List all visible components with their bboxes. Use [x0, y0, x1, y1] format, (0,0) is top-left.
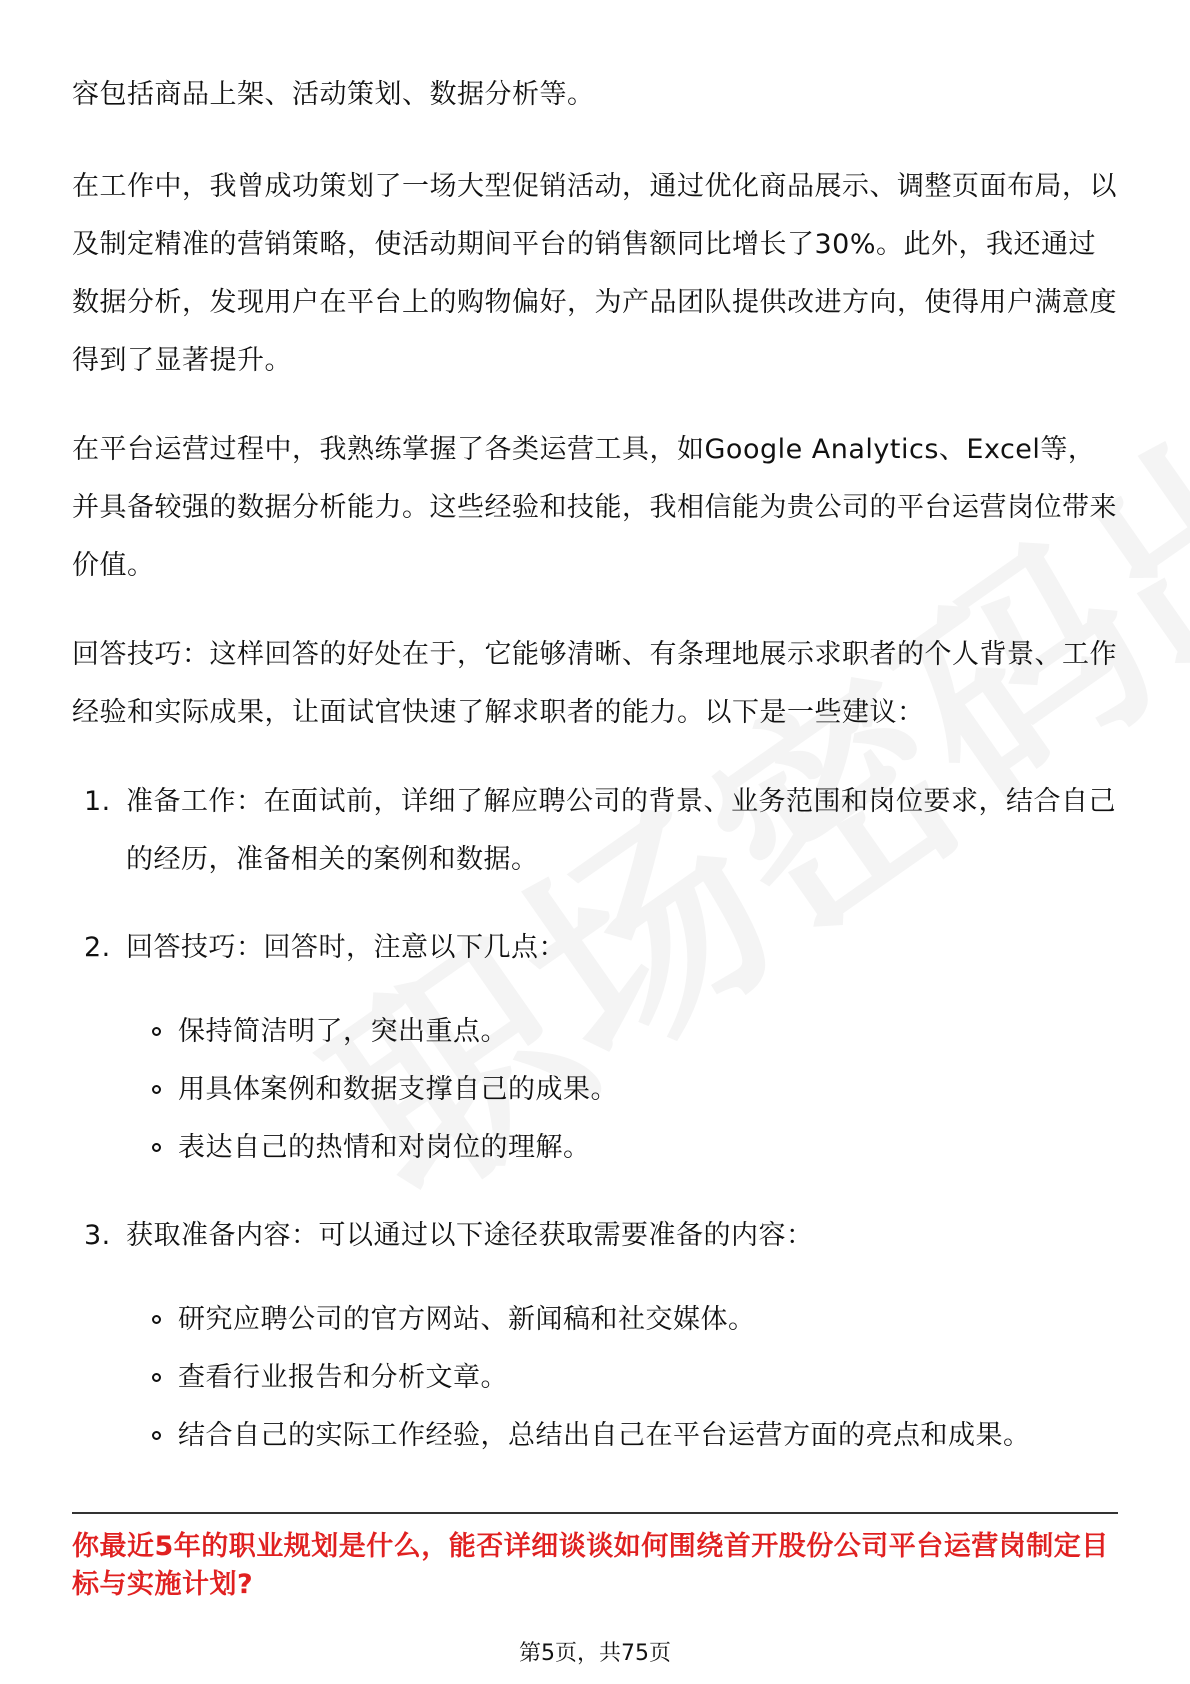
- list-item: [72, 919, 1118, 1177]
- question-heading: 你最近5年的职业规划是什么，能否详细谈谈如何围绕首开股份公司平台运营岗制定目标与实施计划?: [72, 1531, 1109, 1600]
- page-number: 第5页，共75页: [519, 1641, 671, 1666]
- paragraph-2: 在工作中，我曾成功策划了一场大型促销活动，通过优化商品展示、调整页面布局，以及制定精准的营销策略，使活动期间平台的销售额同比增长了30%。此外，我还通过数据分析，发现用户在平台上的购物偏好，为产品团队提供改进方向，使得用户满意度得到了显著提升。: [72, 171, 1117, 376]
- sub-list-item: [126, 1407, 1118, 1465]
- list-item-text: 准备工作：在面试前，详细了解应聘公司的背景、业务范围和岗位要求，结合自己的经历，准备相关的案例和数据。: [126, 786, 1116, 875]
- sub-list-item-text: 查看行业报告和分析文章。: [178, 1362, 508, 1393]
- sub-list-item: [126, 1061, 1118, 1119]
- circle-bullet-icon: [152, 1085, 161, 1094]
- paragraph-4: 回答技巧：这样回答的好处在于，它能够清晰、有条理地展示求职者的个人背景、工作经验和实际成果，让面试官快速了解求职者的能力。以下是一些建议：: [72, 639, 1117, 728]
- section-divider: [72, 1512, 1118, 1514]
- sub-list-item-text: 用具体案例和数据支撑自己的成果。: [178, 1074, 618, 1105]
- sub-list-item: [126, 1349, 1118, 1407]
- paragraph-3: 在平台运营过程中，我熟练掌握了各类运营工具，如Google Analytics、Excel等，并具备较强的数据分析能力。这些经验和技能，我相信能为贵公司的平台运营岗位带来价值。: [72, 434, 1117, 581]
- suggestion-list: [72, 773, 1118, 1465]
- sub-list-item-text: 研究应聘公司的官方网站、新闻稿和社交媒体。: [178, 1304, 756, 1335]
- page-content: [72, 66, 1118, 1495]
- list-number: 1.: [84, 786, 111, 817]
- circle-bullet-icon: [152, 1143, 161, 1152]
- sub-list-item-text: 表达自己的热情和对岗位的理解。: [178, 1132, 591, 1163]
- list-number: 2.: [84, 932, 111, 963]
- circle-bullet-icon: [152, 1431, 161, 1440]
- sub-list-item: [126, 1003, 1118, 1061]
- list-item-text: 回答技巧：回答时，注意以下几点：: [126, 932, 566, 963]
- circle-bullet-icon: [152, 1027, 161, 1036]
- list-item: [72, 773, 1118, 889]
- sub-list-item-text: 保持简洁明了，突出重点。: [178, 1016, 508, 1047]
- sub-list-item-text: 结合自己的实际工作经验，总结出自己在平台运营方面的亮点和成果。: [178, 1420, 1031, 1451]
- circle-bullet-icon: [152, 1373, 161, 1382]
- list-item: [72, 1207, 1118, 1465]
- list-number: 3.: [84, 1220, 111, 1251]
- sub-list: [126, 1003, 1118, 1177]
- circle-bullet-icon: [152, 1315, 161, 1324]
- sub-list-item: [126, 1291, 1118, 1349]
- paragraph-1: 容包括商品上架、活动策划、数据分析等。: [72, 79, 595, 110]
- sub-list: [126, 1291, 1118, 1465]
- sub-list-item: [126, 1119, 1118, 1177]
- list-item-text: 获取准备内容：可以通过以下途径获取需要准备的内容：: [126, 1220, 814, 1251]
